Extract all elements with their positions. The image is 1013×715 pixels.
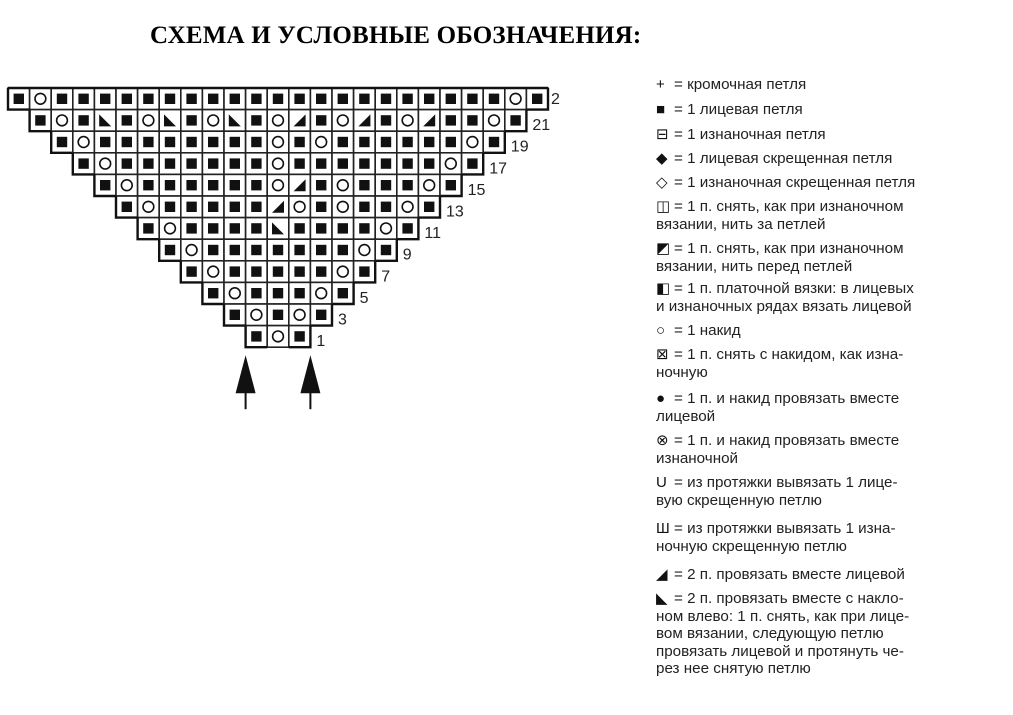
knit-stitch-mark — [316, 223, 326, 233]
knit-stitch-mark — [100, 137, 110, 147]
knit-stitch-mark — [122, 202, 132, 212]
legend-text: лицевой — [656, 407, 716, 425]
knit-stitch-mark — [381, 115, 391, 125]
knit-stitch-mark — [186, 202, 196, 212]
knit-stitch-mark — [381, 180, 391, 190]
row-number: 1 — [316, 333, 326, 351]
legend-text: рез нее снятую петлю — [656, 660, 811, 677]
knit-stitch-mark — [186, 137, 196, 147]
knit-stitch-mark — [143, 94, 153, 104]
knit-stitch-mark — [165, 180, 175, 190]
row-number: 15 — [467, 181, 486, 199]
legend-item — [656, 126, 982, 144]
filled-square-icon: ■ — [656, 101, 666, 118]
knit-stitch-mark — [251, 137, 261, 147]
chart-cell — [267, 110, 289, 132]
knit-stitch-mark — [446, 137, 456, 147]
right-triangle-icon: ◢ — [656, 566, 668, 583]
legend-text: ном влево: 1 п. снять, как при лице- — [656, 607, 910, 625]
knit-stitch-mark — [316, 202, 326, 212]
chart-cell — [397, 110, 419, 132]
split-square-icon: ◫ — [656, 198, 671, 215]
knit-stitch-mark — [273, 310, 283, 320]
arrow-up-icon — [300, 355, 320, 409]
legend-item — [656, 390, 982, 425]
knit-stitch-mark — [208, 202, 218, 212]
diagonal-square-icon: ◩ — [656, 240, 671, 257]
knit-stitch-mark — [122, 115, 132, 125]
knit-stitch-mark — [186, 158, 196, 168]
knit-stitch-mark — [143, 223, 153, 233]
knit-stitch-mark — [273, 266, 283, 276]
knit-stitch-mark — [230, 158, 240, 168]
chart-cell — [418, 110, 440, 132]
chart-cell — [505, 88, 527, 110]
knit-stitch-mark — [208, 245, 218, 255]
chart-cell — [289, 196, 311, 218]
legend-text: = 2 п. провязать вместе с накло- — [674, 590, 904, 607]
knit-stitch-mark — [338, 245, 348, 255]
legend-text: = 1 п. платочной вязки: в лицевых — [674, 280, 914, 297]
knit-stitch-mark — [143, 158, 153, 168]
knit-stitch-mark — [402, 180, 412, 190]
legend-text: = 2 п. провязать вместе лицевой — [674, 566, 905, 583]
knit-stitch-mark — [208, 158, 218, 168]
knit-stitch-mark — [467, 115, 477, 125]
knit-stitch-mark — [294, 288, 304, 298]
chart-cell — [267, 153, 289, 175]
u-shape-icon: U — [656, 474, 667, 491]
circle-cross-icon: ⊗ — [656, 432, 669, 449]
chart-cell — [73, 131, 95, 153]
legend-item — [656, 280, 982, 315]
knit-stitch-mark — [424, 94, 434, 104]
knit-stitch-mark — [316, 158, 326, 168]
knit-stitch-mark — [316, 266, 326, 276]
knit-stitch-mark — [294, 245, 304, 255]
legend-item — [656, 566, 982, 584]
knit-stitch-mark — [230, 94, 240, 104]
chart-cell — [267, 326, 289, 348]
knit-stitch-mark — [424, 137, 434, 147]
legend-text: = 1 накид — [674, 322, 741, 339]
knit-stitch-mark — [57, 94, 67, 104]
legend-text: вом вязании, следующую петлю — [656, 625, 884, 642]
knit-stitch-mark — [402, 94, 412, 104]
legend-item — [656, 198, 982, 233]
knit-stitch-mark — [294, 158, 304, 168]
knit-stitch-mark — [251, 288, 261, 298]
knit-stitch-mark — [78, 158, 88, 168]
chart-cell — [375, 218, 397, 240]
row-number: 17 — [489, 160, 507, 178]
page-title: СХЕМА И УСЛОВНЫЕ ОБОЗНАЧЕНИЯ: — [150, 22, 642, 49]
legend-text: = 1 изнаночная петля — [674, 126, 826, 143]
knit-stitch-mark — [316, 115, 326, 125]
chart-cell — [289, 174, 311, 196]
knit-stitch-mark — [489, 137, 499, 147]
legend-text: = 1 лицевая петля — [674, 101, 803, 118]
legend-item — [656, 346, 982, 381]
legend-text: вую скрещенную петлю — [656, 491, 822, 509]
chart-cell — [332, 174, 354, 196]
knit-stitch-mark — [338, 223, 348, 233]
chart-cell — [30, 88, 52, 110]
knit-stitch-mark — [316, 94, 326, 104]
knit-stitch-mark — [381, 94, 391, 104]
legend-text: = 1 п. снять, как при изнаночном — [674, 198, 904, 215]
knit-stitch-mark — [446, 115, 456, 125]
knit-stitch-mark — [78, 115, 88, 125]
knit-stitch-mark — [381, 158, 391, 168]
row-number: 3 — [338, 311, 347, 329]
knit-stitch-mark — [532, 94, 542, 104]
knit-stitch-mark — [381, 202, 391, 212]
knit-stitch-mark — [208, 223, 218, 233]
chart-cell — [202, 261, 224, 283]
legend-text: = из протяжки вывязать 1 изна- — [674, 520, 896, 537]
filled-diamond-icon: ◆ — [656, 150, 668, 167]
knit-stitch-mark — [208, 180, 218, 190]
knit-stitch-mark — [294, 94, 304, 104]
knit-stitch-mark — [230, 266, 240, 276]
knit-stitch-mark — [78, 94, 88, 104]
knit-stitch-mark — [165, 158, 175, 168]
knit-stitch-mark — [35, 115, 45, 125]
row-number: 21 — [532, 117, 551, 135]
knit-stitch-mark — [359, 158, 369, 168]
chart-cell — [289, 110, 311, 132]
knit-stitch-mark — [294, 331, 304, 341]
chart-cell — [94, 110, 116, 132]
row-number: 9 — [402, 246, 412, 264]
legend-text: вязании, нить за петлей — [656, 215, 826, 233]
chart-cell — [138, 110, 160, 132]
knit-stitch-mark — [143, 180, 153, 190]
legend-text: = 1 изнаночная скрещенная петля — [674, 174, 916, 191]
legend-item — [656, 174, 982, 192]
knit-stitch-mark — [338, 137, 348, 147]
chart-cell — [332, 196, 354, 218]
knit-stitch-mark — [446, 94, 456, 104]
legend-item — [656, 150, 982, 168]
chart-cell — [224, 282, 246, 304]
chart-cell — [332, 261, 354, 283]
chart-cell — [397, 196, 419, 218]
legend-text: ночную — [656, 363, 708, 381]
legend-item — [656, 240, 982, 275]
knit-stitch-mark — [316, 180, 326, 190]
knit-stitch-mark — [208, 94, 218, 104]
knit-stitch-mark — [402, 223, 412, 233]
knit-stitch-mark — [122, 158, 132, 168]
knit-stitch-mark — [467, 94, 477, 104]
knit-stitch-mark — [251, 266, 261, 276]
chart-cell — [181, 239, 203, 261]
chart-cell — [246, 304, 268, 326]
knit-stitch-mark — [208, 288, 218, 298]
knit-stitch-mark — [165, 137, 175, 147]
knit-stitch-mark — [510, 115, 520, 125]
half-filled-square-icon: ◧ — [656, 280, 671, 297]
chart-cell — [332, 110, 354, 132]
knit-stitch-mark — [359, 202, 369, 212]
knit-stitch-mark — [273, 94, 283, 104]
legend-text: вязании, нить перед петлей — [656, 257, 853, 275]
knit-stitch-mark — [402, 137, 412, 147]
knit-stitch-mark — [381, 137, 391, 147]
knit-stitch-mark — [338, 94, 348, 104]
legend-item — [656, 322, 982, 340]
knit-stitch-mark — [186, 180, 196, 190]
chart-cell — [159, 218, 181, 240]
chart-cell — [310, 131, 332, 153]
knit-stitch-mark — [359, 266, 369, 276]
triple-u-icon: Ш — [656, 520, 670, 537]
knit-stitch-mark — [251, 158, 261, 168]
knit-stitch-mark — [294, 137, 304, 147]
knit-stitch-mark — [230, 245, 240, 255]
row-number: 5 — [359, 289, 369, 307]
knit-stitch-mark — [273, 288, 283, 298]
circle-outline-icon: ○ — [656, 322, 666, 339]
legend-text: ночную скрещенную петлю — [656, 537, 847, 555]
knitting-chart — [0, 0, 660, 420]
knit-stitch-mark — [251, 180, 261, 190]
legend-text: и изнаночных рядах вязать лицевой — [656, 297, 912, 315]
chart-cell — [159, 110, 181, 132]
knit-stitch-mark — [251, 115, 261, 125]
legend-text: = из протяжки вывязать 1 лице- — [674, 474, 898, 491]
knit-stitch-mark — [165, 94, 175, 104]
knit-stitch-mark — [186, 94, 196, 104]
knit-stitch-mark — [186, 115, 196, 125]
knit-stitch-mark — [359, 137, 369, 147]
row-number: 2 — [551, 91, 560, 109]
legend-item — [656, 590, 982, 678]
knit-stitch-mark — [402, 158, 412, 168]
knit-stitch-mark — [143, 137, 153, 147]
knit-stitch-mark — [122, 94, 132, 104]
legend-item — [656, 76, 982, 94]
row-number: 19 — [510, 138, 529, 156]
square-dash-icon: ⊟ — [656, 126, 669, 143]
knit-stitch-mark — [251, 331, 261, 341]
chart-cell — [224, 110, 246, 132]
legend-item — [656, 432, 982, 467]
arrow-up-icon — [236, 355, 256, 409]
chart-cell — [354, 239, 376, 261]
knit-stitch-mark — [316, 310, 326, 320]
legend-text: = 1 п. снять, как при изнаночном — [674, 240, 904, 257]
crossed-square-icon: ⊠ — [656, 346, 669, 363]
knit-stitch-mark — [251, 202, 261, 212]
legend-item — [656, 101, 982, 119]
knit-stitch-mark — [14, 94, 24, 104]
knit-stitch-mark — [489, 94, 499, 104]
knit-stitch-mark — [359, 180, 369, 190]
knit-stitch-mark — [100, 180, 110, 190]
row-number: 11 — [424, 225, 442, 243]
diamond-outline-icon: ◇ — [656, 174, 668, 191]
knit-stitch-mark — [251, 223, 261, 233]
knit-stitch-mark — [338, 288, 348, 298]
knit-stitch-mark — [467, 158, 477, 168]
knit-stitch-mark — [230, 180, 240, 190]
legend-text: изнаночной — [656, 449, 739, 467]
knit-stitch-mark — [251, 245, 261, 255]
legend-text: = 1 п. и накид провязать вместе — [674, 390, 900, 407]
knit-stitch-mark — [251, 94, 261, 104]
knit-stitch-mark — [316, 245, 326, 255]
left-triangle-icon: ◣ — [656, 590, 668, 607]
legend-text: = 1 п. снять с накидом, как изна- — [674, 346, 904, 363]
chart-cell — [267, 131, 289, 153]
legend-text: провязать лицевой и протянуть че- — [656, 642, 904, 660]
chart-cell — [483, 110, 505, 132]
knit-stitch-mark — [446, 180, 456, 190]
knit-stitch-mark — [424, 202, 434, 212]
filled-circle-icon: ● — [656, 390, 666, 407]
knit-stitch-mark — [165, 202, 175, 212]
chart-cell — [138, 196, 160, 218]
row-number: 7 — [381, 268, 391, 286]
chart-cell — [418, 174, 440, 196]
knit-stitch-mark — [273, 245, 283, 255]
legend-item — [656, 520, 982, 555]
plus-icon: + — [656, 76, 665, 93]
knit-stitch-mark — [100, 94, 110, 104]
knit-stitch-mark — [338, 158, 348, 168]
legend-text: = 1 лицевая скрещенная петля — [674, 150, 893, 167]
knit-stitch-mark — [230, 223, 240, 233]
knit-stitch-mark — [294, 223, 304, 233]
row-number: 13 — [446, 203, 464, 221]
chart-cell — [94, 153, 116, 175]
knit-stitch-mark — [230, 202, 240, 212]
knit-stitch-mark — [122, 137, 132, 147]
chart-cell — [116, 174, 138, 196]
knit-stitch-mark — [230, 310, 240, 320]
knit-stitch-mark — [186, 266, 196, 276]
knit-stitch-mark — [165, 245, 175, 255]
chart-cell — [202, 110, 224, 132]
knit-stitch-mark — [294, 266, 304, 276]
knit-stitch-mark — [424, 158, 434, 168]
knit-stitch-mark — [359, 94, 369, 104]
chart-cell — [440, 153, 462, 175]
legend-item — [656, 474, 982, 509]
legend-text: = 1 п. и накид провязать вместе — [674, 432, 900, 449]
chart-cell — [462, 131, 484, 153]
knit-stitch-mark — [230, 137, 240, 147]
knit-stitch-mark — [208, 137, 218, 147]
chart-cell — [310, 282, 332, 304]
knit-stitch-mark — [57, 137, 67, 147]
chart-cell — [289, 304, 311, 326]
knit-stitch-mark — [381, 245, 391, 255]
knit-stitch-mark — [186, 223, 196, 233]
chart-cell — [267, 174, 289, 196]
chart-cell — [51, 110, 73, 132]
legend-text: = кромочная петля — [674, 76, 807, 93]
knit-stitch-mark — [359, 223, 369, 233]
